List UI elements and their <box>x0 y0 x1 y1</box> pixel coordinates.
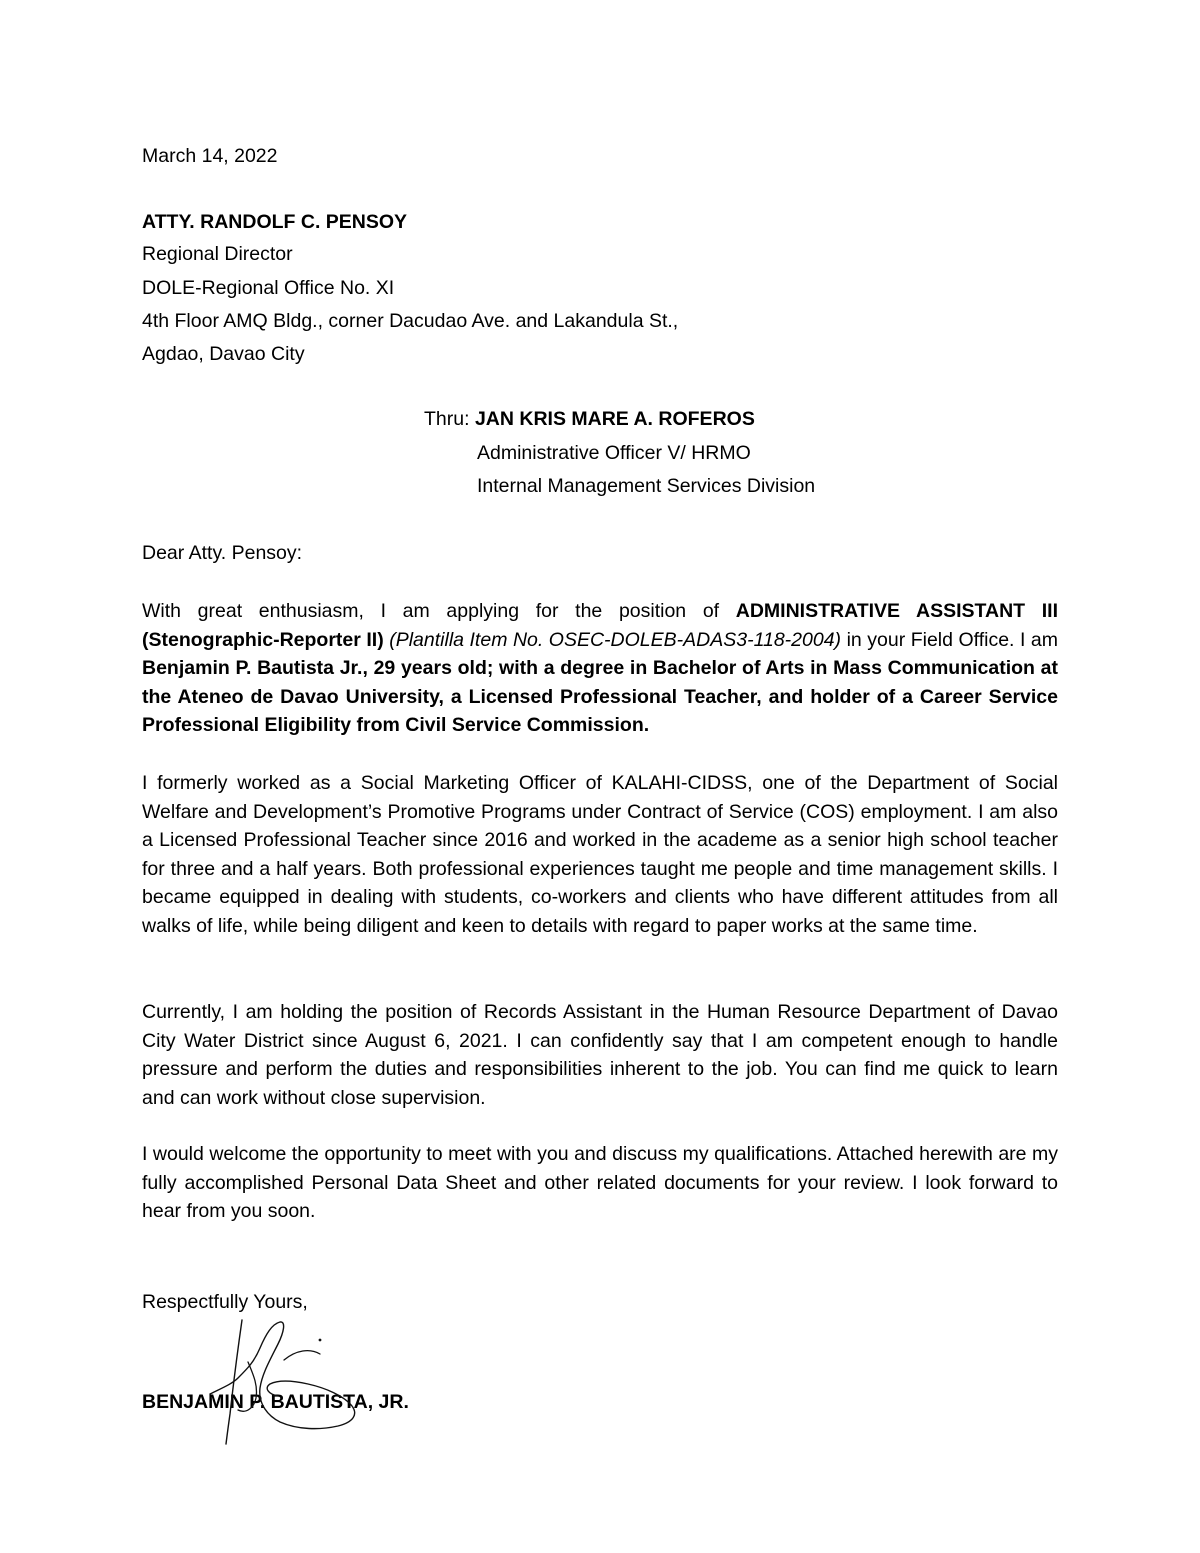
thru-name: JAN KRIS MARE A. ROFEROS <box>474 408 755 430</box>
handwritten-signature <box>208 1318 368 1448</box>
thru-division: Internal Management Services Division <box>477 475 816 497</box>
salutation: Dear Atty. Pensoy: <box>142 542 303 564</box>
paragraph-closing-request: I would welcome the opportunity to meet with you and discuss my qualifications. Attached herewith are my fully accomplished Personal Data Sheet and other related documents for your review. I look forward to hear from you soon. <box>142 1143 1058 1223</box>
thru-line <box>424 405 755 434</box>
p1-text-1: With great enthusiasm, I am applying for the position of <box>142 600 736 622</box>
recipient-name: ATTY. RANDOLF C. PENSOY <box>142 211 408 233</box>
recipient-title: Regional Director <box>142 243 293 265</box>
recipient-office: DOLE-Regional Office No. XI <box>142 277 395 299</box>
p1-plantilla-item: (Plantilla Item No. OSEC-DOLEB-ADAS3-118-2004) <box>389 628 842 651</box>
p1-position: ADMINISTRATIVE ASSISTANT III (Stenographic-Reporter II) <box>142 600 1058 651</box>
letter-date: March 14, 2022 <box>142 145 278 167</box>
thru-prefix: Thru: <box>424 408 475 430</box>
p1-text-3: in your Field Office. I am <box>841 628 1059 651</box>
paragraph-application <box>142 597 1058 740</box>
paragraph-current-position: Currently, I am holding the position of Records Assistant in the Human Resource Department of Davao City Water District since August 6, 2021. I can confidently say that I am competent enough to handle pressure and perform the duties and responsibilities inherent to the job. You can find me quick to learn and can work without close supervision. <box>142 1001 1058 1109</box>
recipient-address-line2: Agdao, Davao City <box>142 343 305 365</box>
recipient-address-line1: 4th Floor AMQ Bldg., corner Dacudao Ave. and Lakandula St., <box>142 310 679 332</box>
paragraph-experience: I formerly worked as a Social Marketing Officer of KALAHI-CIDSS, one of the Department of Social Welfare and Development’s Promotive Programs under Contract of Service (COS) employment. I am also a Licensed Professional Teacher since 2016 and worked in the academe as a senior high school teacher for three and a half years. Both professional experiences taught me people and time management skills. I became equipped in dealing with students, co-workers and clients who have different attitudes from all walks of life, while being diligent and keen to details with regard to paper works at the same time. <box>142 772 1058 937</box>
complimentary-closing: Respectfully Yours, <box>142 1291 308 1313</box>
signatory-name: BENJAMIN P. BAUTISTA, JR. <box>142 1391 409 1413</box>
p1-applicant-credentials: Benjamin P. Bautista Jr., 29 years old; with a degree in Bachelor of Arts in Mass Communication at the Ateneo de Davao University, a Licensed Professional Teacher, and holder of a Career Service Professional Eligibility from Civil Service Commission. <box>142 657 1058 737</box>
thru-title: Administrative Officer V/ HRMO <box>477 442 751 464</box>
